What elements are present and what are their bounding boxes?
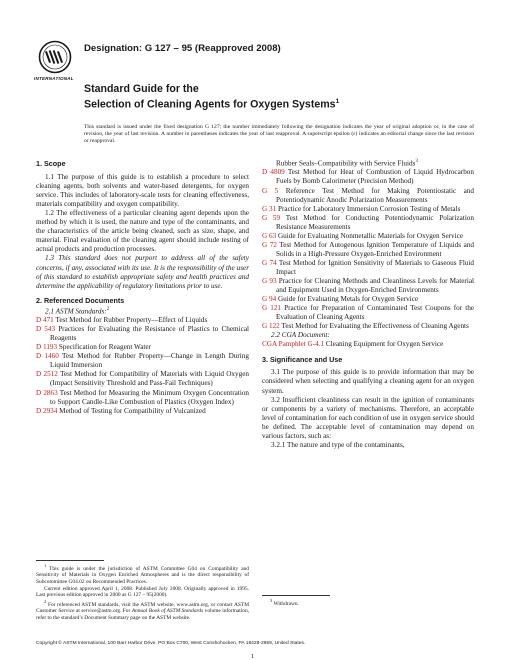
reference-item <box>262 277 474 295</box>
reference-title: Test Method for Rubber Property—Effect of Liquids <box>55 316 208 325</box>
refs-sub1: 2.1 ASTM Standards:$^2$ <box>45 306 110 316</box>
reference-item <box>262 304 474 322</box>
scope-p1: 1.1 The purpose of this guide is to establish a procedure to select cleaning agents, both solvents and water-based detergents, for oxygen service. This includes of laboratory-scale tests for cleaning effectiveness, materials compatibility and oxygen compatibility. <box>36 173 249 209</box>
reference-title: Practice for Preparation of Contaminated Test Coupons for the Evaluation of Cleaning Agents <box>276 304 474 322</box>
cga-reference: CGA Pamphlet G-4.1 Cleaning Equipment for Oxygen Service <box>262 340 444 349</box>
significance-p1: 3.1 The purpose of this guide is to provide information that may be considered when selecting and qualifying a cleaning agent for an oxygen system. <box>262 368 474 395</box>
left-reference-list <box>36 316 249 416</box>
standard-notice: This standard is issued under the fixed designation G 127; the number immediately following the designation indicates the year of original adoption or, in the case of revision, the year of last revision. A number in parentheses indicates the year of last reapproval. A superscript epsilon (ε) indicates an editorial change since the last revision or reapproval. <box>84 124 474 145</box>
reference-item <box>36 389 249 407</box>
refs-sub2: 2.2 CGA Document: <box>271 331 330 340</box>
reference-title: Test Method for Evaluating the Effectiveness of Cleaning Agents <box>281 322 469 331</box>
reference-code-link[interactable]: D 2863 <box>36 388 58 397</box>
reference-title: Guide for Evaluating Metals for Oxygen Service <box>277 295 419 304</box>
reference-code-link[interactable]: G 63 <box>262 231 277 240</box>
significance-p3: 3.2.1 The nature and type of the contaminants, <box>271 440 405 449</box>
left-column <box>36 159 249 416</box>
reference-item <box>262 295 474 304</box>
reference-title: Reference Test Method for Making Potentiostatic and Potentiodynamic Anodic Polarization Measurements <box>276 186 474 204</box>
scope-p3: 1.3 This standard does not purport to address all of the safety concerns, if any, associated with its use. It is the responsibility of the user of this standard to establish appropriate safety and health practices and determine the applicability of regulatory limitations prior to use. <box>36 254 249 290</box>
left-footnotes <box>36 563 249 621</box>
right-reference-list <box>262 168 474 331</box>
reference-code-link[interactable]: G 72 <box>262 240 277 249</box>
reference-title: Specification for Reagent Water <box>58 343 151 352</box>
footnote-3: $^3$ Withdrawn. <box>270 598 299 607</box>
reference-code-link[interactable]: G 5 <box>262 186 279 195</box>
reference-title: Test Method for Compatibility of Materials with Liquid Oxygen (Impact Sensitivity Threshold and Pass-Fail Techniques) <box>50 370 249 388</box>
astm-logo <box>38 40 72 74</box>
reference-code-link[interactable]: G 94 <box>262 295 277 304</box>
reference-title: Guide for Evaluating Nonmetallic Materials for Oxygen Service <box>277 231 464 240</box>
refs-heading: 2. Referenced Documents <box>36 295 125 305</box>
reference-code-link[interactable]: G 31 <box>262 204 277 213</box>
title-footnote-mark: 1 <box>335 97 340 105</box>
reference-code-link[interactable]: D 1460 <box>36 352 59 361</box>
reference-code-link[interactable]: D 2512 <box>36 370 58 379</box>
reference-item <box>262 259 474 277</box>
reference-item <box>36 352 249 370</box>
logo-text: INTERNATIONAL <box>34 76 74 81</box>
reference-code-link[interactable]: D 4809 <box>262 168 285 177</box>
reference-code-link[interactable]: D 471 <box>36 316 54 325</box>
reference-item <box>262 214 474 232</box>
footnote-2: $^2$ For referenced ASTM standards, visit the ASTM website, www.astm.org, or contact ASTM Customer Service at service@astm.org. For Annual Book of ASTM Standards volume information, refer to the standard’s Document Summary page on the ASTM website. <box>36 598 249 621</box>
reference-code-link[interactable]: G 59 <box>262 213 281 222</box>
scope-p2: 1.2 The effectiveness of a particular cleaning agent depends upon the method by which it is used, the nature and type of the contaminants, and the characteristics of the article being cleaned, such as size, shape, and material. Final evaluation of the cleaning agent should include testing of actual products and production processes. <box>36 209 249 254</box>
significance-p2: 3.2 Insufficient cleanliness can result in the ignition of contaminants or components by a variety of mechanisms. Therefore, an acceptable level of contamination for each condition of use in oxygen service should be defined. The acceptable level of contamination may depend on various factors, such as: <box>262 395 474 440</box>
copyright-line: Copyright © ASTM International, 100 Barr Harbor Drive, PO Box C700, West Conshohocken, PA 19428-2959, United States. <box>36 641 306 646</box>
footnote-rule <box>36 560 104 561</box>
reference-item <box>36 316 249 325</box>
document-title <box>84 83 339 111</box>
footnote-rule-right <box>262 595 330 596</box>
reference-code-link[interactable]: G 121 <box>262 304 282 313</box>
reference-title: Practice for Laboratory Immersion Corrosion Testing of Metals <box>277 204 461 213</box>
right-footnotes <box>262 598 474 607</box>
reference-item <box>36 370 249 388</box>
right-column <box>262 157 474 450</box>
reference-title: Practices for Evaluating the Resistance of Plastics to Chemical Reagents <box>50 325 250 343</box>
reference-item <box>262 205 474 214</box>
reference-item <box>262 232 474 241</box>
reference-item <box>262 187 474 205</box>
title-line-2: Selection of Cleaning Agents for Oxygen Systems$^1$ <box>84 97 340 111</box>
reference-code-link[interactable]: D 2934 <box>36 406 58 415</box>
cga-link[interactable]: CGA Pamphlet G-4.1 <box>262 340 325 349</box>
reference-item <box>36 343 249 352</box>
refs-continuation: Rubber Seals–Compatibility with Service Fluids$^3$ <box>276 159 418 168</box>
reference-title: Test Method for Ignition Sensitivity of Materials to Gaseous Fluid Impact <box>276 258 474 276</box>
footnote-1: $^1$ This guide is under the jurisdiction of ASTM Committee G04 on Compatibility and Sensitivity of Materials in Oxygen Enriched Atmospheres and is the direct responsibility of Subcommittee G04.02 on Recommended Practices. <box>36 563 249 585</box>
page-number: 1 <box>251 653 255 660</box>
reference-item <box>262 168 474 186</box>
reference-title: Practice for Cleaning Methods and Cleanliness Levels for Material and Equipment Used in Oxygen-Enriched Environments <box>276 277 475 295</box>
reference-title: Test Method for Heat of Combustion of Liquid Hydrocarbon Fuels by Bomb Calorimeter (Precision Method) <box>276 168 474 186</box>
significance-heading: 3. Significance and Use <box>262 355 343 365</box>
reference-code-link[interactable]: D 1193 <box>36 343 58 352</box>
reference-code-link[interactable]: G 74 <box>262 258 277 267</box>
reference-code-link[interactable]: G 122 <box>262 322 280 331</box>
reference-item <box>36 407 249 416</box>
title-line-1: Standard Guide for the <box>84 83 199 95</box>
footnote-1b: Current edition approved April 1, 2008. Published July 2008. Originally approved in 1995. Last previous edition approved in 2000 as G 127 – 95(2000). <box>36 585 249 599</box>
reference-code-link[interactable]: D 543 <box>36 325 56 334</box>
designation: Designation: G 127 – 95 (Reapproved 2008) <box>84 43 281 54</box>
scope-heading: 1. Scope <box>36 159 66 168</box>
reference-title: Test Method for Conducting Potentiodynamic Polarization Resistance Measurements <box>276 213 474 231</box>
reference-item <box>262 241 474 259</box>
reference-item <box>36 325 249 343</box>
reference-title: Test Method for Rubber Property—Change in Length During Liquid Immersion <box>50 352 249 370</box>
reference-title: Test Method for Autogenous Ignition Temperature of Liquids and Solids in a High-Pressure Oxygen-Enriched Environment <box>276 240 474 258</box>
reference-title: Method of Testing for Compatibility of Vulcanized <box>59 406 206 415</box>
reference-code-link[interactable]: G 93 <box>262 277 277 285</box>
reference-title: Test Method for Measuring the Minimum Oxygen Concentration to Support Candle-Like Combustion of Plastics (Oxygen Index) <box>50 388 250 406</box>
reference-item <box>262 322 474 331</box>
